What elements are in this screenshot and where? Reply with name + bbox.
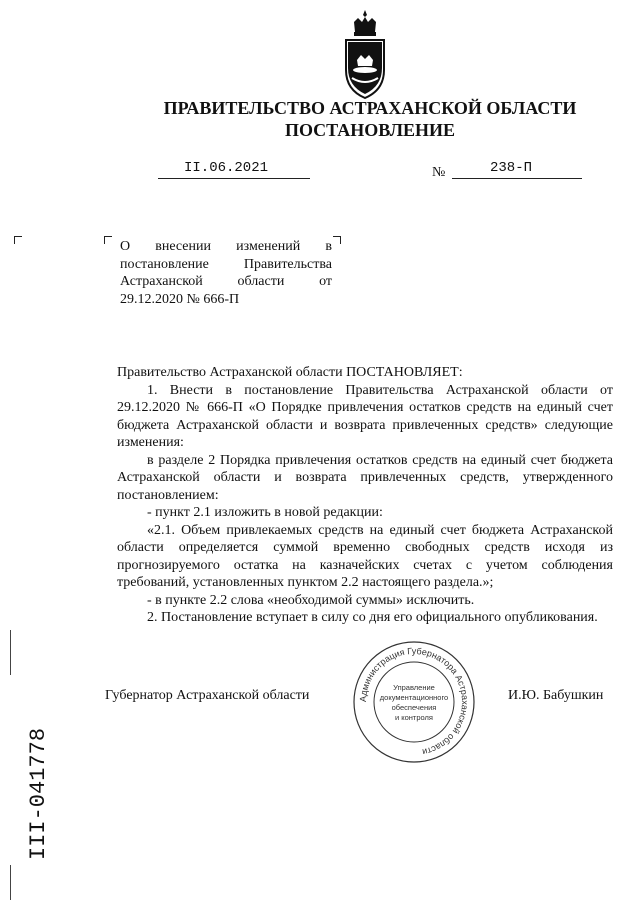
stamp-line-3: обеспечения — [391, 703, 437, 712]
number-underline — [452, 178, 582, 179]
body-paragraph-3: - пункт 2.1 изложить в новой редакции: — [147, 505, 383, 520]
body-paragraph-6: 2. Постановление вступает в силу со дня его официального опубликования. — [147, 610, 598, 625]
subject-text: О внесении изменений в постановление Правительства Астраханской области от 29.12.2020 № 666-П — [120, 239, 332, 307]
official-stamp — [352, 640, 476, 764]
margin-line-lower — [10, 865, 11, 900]
margin-corner-mark — [14, 236, 22, 244]
subject-corner-right — [333, 236, 341, 244]
body-paragraph-2: в разделе 2 Порядка привлечения остатков средств на единый счет бюджета Астраханской области и возврата привлеченных средств, утвержденного постановлением: — [117, 452, 613, 503]
stamp-line-2: документационного — [379, 693, 449, 702]
subject-corner-left — [104, 236, 112, 244]
org-title: ПРАВИТЕЛЬСТВО АСТРАХАНСКОЙ ОБЛАСТИ — [163, 98, 577, 118]
document-subject — [120, 238, 332, 308]
body-paragraph-5: - в пункте 2.2 слова «необходимой суммы» исключить. — [147, 592, 475, 608]
stamp-line-1: Управление — [393, 683, 435, 692]
body-paragraph-4: «2.1. Объем привлекаемых средств на единый счет бюджета Астраханской области определяется суммой временно свободных средств исходя из прогнозируемого остатка на казначейских счетах с учетом соблюдения требований, установленных пунктом 2.2 настоящего раздела.»; — [117, 522, 613, 590]
signatory-name: И.Ю. Бабушкин — [508, 688, 604, 703]
document-date: II.06.2021 — [184, 160, 269, 176]
document-body — [117, 364, 613, 627]
stamp-line-4: и контроля — [394, 713, 434, 722]
body-intro: Правительство Астраханской области ПОСТАНОВЛЯЕТ: — [117, 365, 463, 380]
stamp-ring-path-text: Администрация Губернатора Астраханской области — [357, 645, 471, 758]
margin-serial-text: III-041778 — [26, 727, 51, 860]
document-number: 238-П — [490, 160, 533, 176]
margin-line — [10, 630, 11, 675]
signatory-role: Губернатор Астраханской области — [105, 688, 310, 703]
body-paragraph-1: 1. Внести в постановление Правительства Астраханской области от 29.12.2020 № 666-П «О Порядке привлечения остатков средств на единый счет бюджета Астраханской области и возврата привлеченных средств» следующие изменения: — [117, 382, 613, 450]
doc-type-title: ПОСТАНОВЛЕНИЕ — [284, 120, 456, 140]
coat-of-arms-icon — [340, 8, 390, 100]
margin-serial-number — [2, 712, 66, 862]
date-underline — [158, 178, 310, 179]
number-sign: № — [432, 165, 446, 180]
